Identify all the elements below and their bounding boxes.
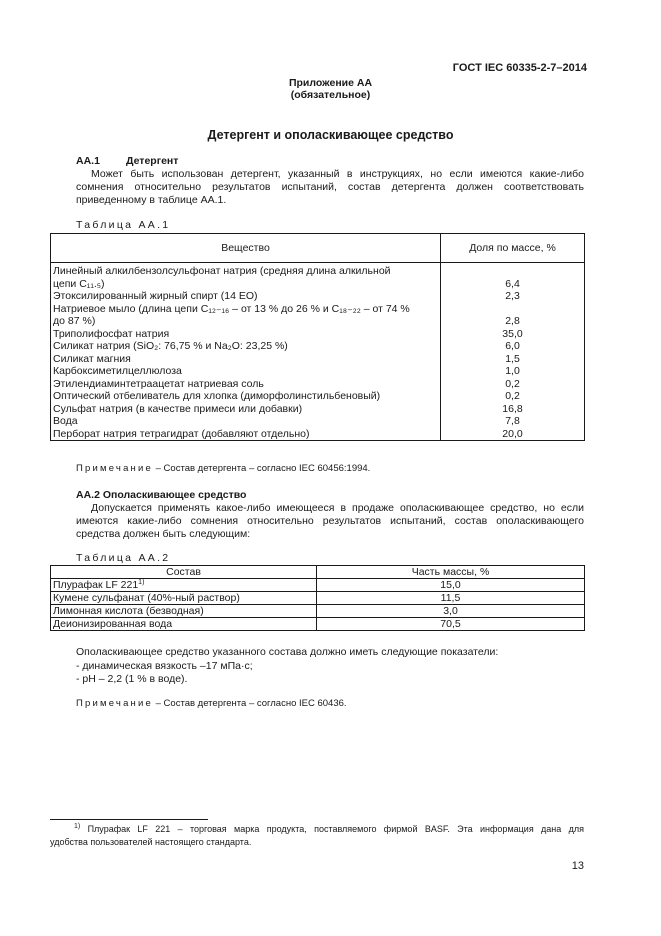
table-row <box>51 390 585 403</box>
substance-line: Натриевое мыло (длина цепи C₁₂₋₁₆ – от 13 % до 26 % и C₁₈₋₂₂ – от 74 % <box>53 302 410 315</box>
paragraph-line: Может быть использован детергент, указанный в инструкциях, но если имеются какие-либо <box>91 168 584 180</box>
note-aa2 <box>76 698 347 709</box>
table-aa2-body <box>51 579 585 631</box>
substance-line: Этилендиаминтетраацетат натриевая соль <box>53 377 264 390</box>
table-row <box>51 592 585 605</box>
paragraph-line: приведенному в таблице АА.1. <box>76 194 227 206</box>
component-name: Деионизированная вода <box>53 618 173 630</box>
table-row <box>51 579 585 592</box>
footnote-line <box>50 823 584 836</box>
substance-line: Вода <box>53 415 78 427</box>
document-title: Детергент и ополаскивающее средство <box>207 128 454 142</box>
substance-cell <box>51 290 441 303</box>
mass-fraction-cell: 20,0 <box>441 428 585 441</box>
mass-fraction-cell: 2,3 <box>441 290 585 303</box>
table-aa1-body <box>51 263 585 441</box>
mass-part-cell: 11,5 <box>317 592 585 605</box>
substance-line: Линейный алкилбензолсульфонат натрия (средняя длина алкильной <box>53 265 391 277</box>
mass-fraction-cell: 7,8 <box>441 415 585 428</box>
mass-fraction-cell: 1,5 <box>441 353 585 366</box>
substance-line: Силикат натрия (SiO₂: 76,75 % и Na₂O: 23,25 %) <box>53 340 288 352</box>
mass-part-cell: 3,0 <box>317 605 585 618</box>
table-row <box>51 415 585 428</box>
substance-line: Силикат магния <box>53 352 131 365</box>
table-header: Состав <box>51 566 317 579</box>
table-row <box>51 340 585 353</box>
footnote-line: удобства пользователей настоящего стандарта. <box>50 837 252 847</box>
paragraph-line: сомнения относительно результатов испытаний, состав детергента должен соответствовать <box>76 181 584 193</box>
table-header: Вещество <box>51 234 441 263</box>
substance-line: цепи C₁₁.₅) <box>53 277 105 290</box>
component-name: Лимонная кислота (безводная) <box>53 605 204 617</box>
mass-fraction-cell: 35,0 <box>441 328 585 341</box>
section-aa1-paragraph <box>76 168 584 207</box>
section-aa2-heading: АА.2 Ополаскивающее средство <box>76 489 247 501</box>
footnote-reference: 1) <box>138 579 145 586</box>
substance-cell <box>51 365 441 378</box>
paragraph-line: средства должен быть следующим: <box>76 528 251 540</box>
footnote-mark: 1) <box>74 823 81 830</box>
table-row <box>51 328 585 341</box>
substance-line: Сульфат натрия (в качестве примеси или добавки) <box>53 402 303 415</box>
substance-line: Перборат натрия тетрагидрат (добавляют отдельно) <box>53 427 310 440</box>
table-aa1-caption: Таблица АА.1 <box>76 219 171 231</box>
paragraph-line: Допускается применять какое-либо имеющееся в продаже ополаскивающее средство, но если <box>91 502 584 514</box>
table-row <box>51 303 585 328</box>
table-header: Доля по массе, % <box>441 234 585 263</box>
substance-cell <box>51 340 441 353</box>
substance-line: до 87 %) <box>53 315 96 327</box>
property-item: - динамическая вязкость –17 мПа·с; <box>76 659 253 672</box>
table-row <box>51 290 585 303</box>
substance-cell <box>51 303 441 328</box>
mass-fraction-cell: 16,8 <box>441 403 585 416</box>
standard-designation: ГОСТ IEC 60335-2-7–2014 <box>452 62 587 74</box>
appendix-title: Приложение АА <box>288 77 373 89</box>
table-aa1 <box>50 233 585 441</box>
mass-fraction-cell: 6,4 <box>441 263 585 291</box>
properties-list <box>76 646 584 687</box>
mass-part-cell: 70,5 <box>317 618 585 631</box>
table-aa2 <box>50 565 585 631</box>
mass-part-cell: 15,0 <box>317 579 585 592</box>
section-aa1-heading <box>76 155 178 167</box>
component-name: Плурафак LF 221 <box>53 579 139 591</box>
properties-intro: Ополаскивающее средство указанного состава должно иметь следующие показатели: <box>76 646 499 658</box>
substance-cell <box>51 403 441 416</box>
component-cell <box>51 618 317 631</box>
table-aa2-caption: Таблица АА.2 <box>76 552 171 564</box>
substance-line: Этоксилированный жирный спирт (14 EO) <box>53 290 258 302</box>
section-number: АА.1 <box>76 155 100 167</box>
substance-line: Оптический отбеливатель для хлопка (диморфолинстильбеновый) <box>53 390 381 402</box>
note-label: Примечание <box>76 698 153 709</box>
table-row <box>51 618 585 631</box>
mass-fraction-cell: 6,0 <box>441 340 585 353</box>
footnote <box>50 823 584 849</box>
mass-fraction-cell: 0,2 <box>441 378 585 391</box>
substance-cell <box>51 428 441 441</box>
note-aa1 <box>76 463 370 474</box>
footnote-text: Плурафак LF 221 – торговая марка продукта, поставляемого фирмой BASF. Эта информация дана для <box>80 824 584 834</box>
paragraph-line: имеются какие-либо сомнения относительно результатов испытаний, состав ополаскивающего <box>76 515 584 527</box>
mass-fraction-cell: 1,0 <box>441 365 585 378</box>
section-title: Детергент <box>126 155 179 167</box>
table-row <box>51 365 585 378</box>
property-item: - pH – 2,2 (1 % в воде). <box>76 673 188 685</box>
table-row <box>51 353 585 366</box>
mass-fraction-cell: 0,2 <box>441 390 585 403</box>
section-aa2-paragraph <box>76 502 584 541</box>
footnote-separator <box>50 819 208 820</box>
component-cell <box>51 592 317 605</box>
mass-fraction-cell: 2,8 <box>441 303 585 328</box>
page-number: 13 <box>571 860 584 872</box>
substance-cell <box>51 328 441 341</box>
table-row <box>51 428 585 441</box>
note-text: – Состав детергента – согласно IEC 60436. <box>153 698 347 709</box>
substance-line: Карбоксиметилцеллюлоза <box>53 365 182 377</box>
table-row <box>51 263 585 291</box>
table-header: Часть массы, % <box>317 566 585 579</box>
appendix-status: (обязательное) <box>290 89 371 101</box>
table-row <box>51 403 585 416</box>
substance-cell <box>51 353 441 366</box>
note-label: Примечание <box>76 463 153 474</box>
substance-cell <box>51 263 441 291</box>
table-row <box>51 605 585 618</box>
component-cell <box>51 605 317 618</box>
component-cell <box>51 579 317 592</box>
substance-cell <box>51 415 441 428</box>
component-name: Кумене сульфанат (40%-ный раствор) <box>53 592 240 604</box>
substance-cell <box>51 390 441 403</box>
note-text: – Состав детергента – согласно IEC 60456:1994. <box>153 463 371 474</box>
table-row <box>51 378 585 391</box>
substance-cell <box>51 378 441 391</box>
substance-line: Триполифосфат натрия <box>53 327 170 340</box>
